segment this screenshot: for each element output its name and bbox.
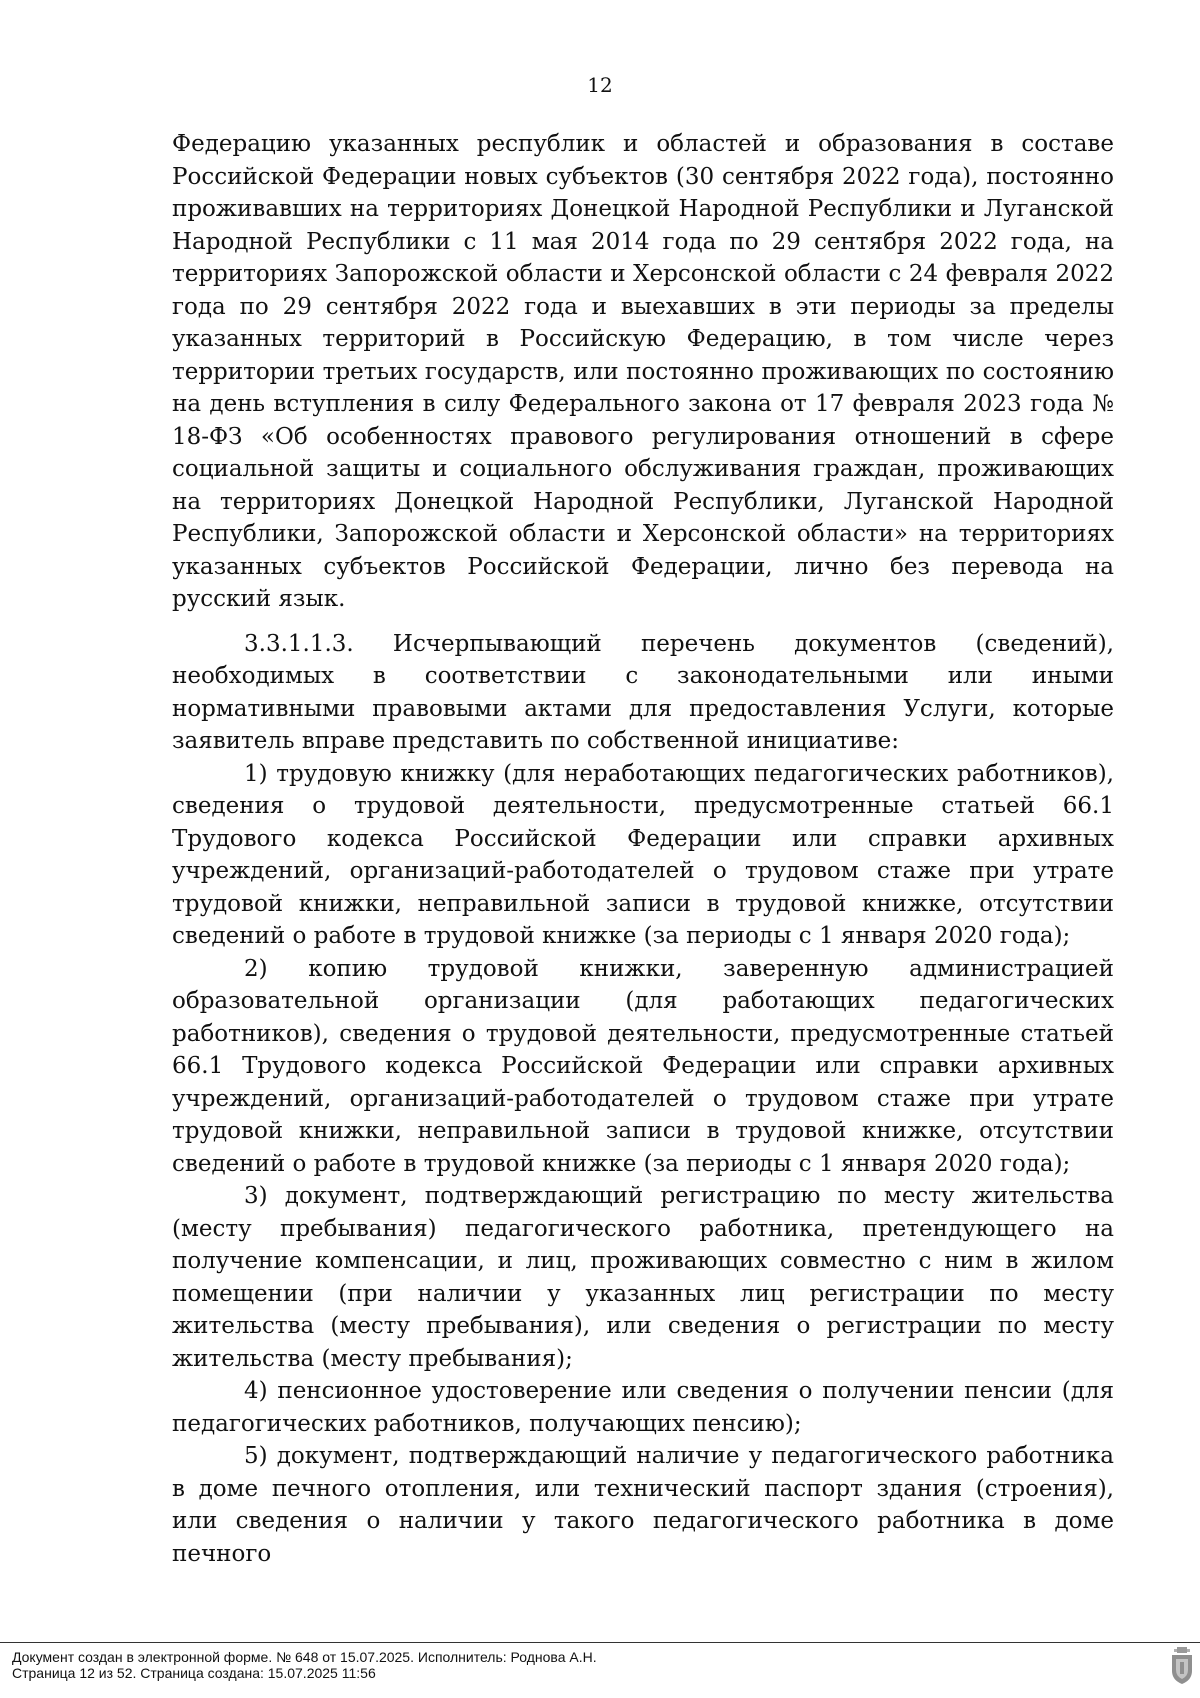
page-number: 12	[587, 73, 613, 97]
list-item-2: 2) копию трудовой книжки, заверенную администрацией образовательной организации (для работающих педагогических работников), сведения о трудовой деятельности, предусмотренные статьей 66.1 Трудового кодекса Российской Федерации или справки архивных учреждений, организаций-работодателей о трудовом стаже при утрате трудовой книжки, неправильной записи в трудовой книжке, отсутствии сведений о работе в трудовой книжке (за периоды с 1 января 2020 года);	[172, 955, 1114, 1177]
paragraph-section-3-3-1-1-3: 3.3.1.1.3. Исчерпывающий перечень документов (сведений), необходимых в соответствии с законодательными или иными нормативными правовыми актами для предоставления Услуги, которые заявитель вправе представить по собственной инициативе:	[172, 630, 1114, 754]
paragraph-continuation: Федерацию указанных республик и областей и образования в составе Российской Федерации новых субъектов (30 сентября 2022 года), постоянно проживавших на территориях Донецкой Народной Республики и Луганской Народной Республики с 11 мая 2014 года по 29 сентября 2022 года, на территориях Запорожской области и Херсонской области с 24 февраля 2022 года по 29 сентября 2022 года и выехавших в эти периоды за пределы указанных территорий в Российскую Федерацию, в том числе через территории третьих государств, или постоянно проживающих по состоянию на день вступления в силу Федерального закона от 17 февраля 2023 года № 18-ФЗ «Об особенностях правового регулирования отношений в сфере социальной защиты и социального обслуживания граждан, проживающих на территориях Донецкой Народной Республики, Луганской Народной Республики, Запорожской области и Херсонской области» на территориях указанных субъектов Российской Федерации, лично без перевода на русский язык.	[172, 131, 1114, 612]
document-body	[172, 128, 1114, 1570]
footer-info	[12, 1649, 597, 1681]
footer-line-page: Страница 12 из 52. Страница создана: 15.07.2025 11:56	[12, 1665, 376, 1681]
list-item-4: 4) пенсионное удостоверение или сведения о получении пенсии (для педагогических работников, получающих пенсию);	[172, 1378, 1114, 1437]
coat-of-arms-icon	[1170, 1647, 1194, 1685]
list-item-1: 1) трудовую книжку (для неработающих педагогических работников), сведения о трудовой деятельности, предусмотренные статьей 66.1 Трудового кодекса Российской Федерации или справки архивных учреждений, организаций-работодателей о трудовом стаже при утрате трудовой книжки, неправильной записи в трудовой книжке, отсутствии сведений о работе в трудовой книжке (за периоды с 1 января 2020 года);	[172, 760, 1114, 949]
document-footer	[0, 1642, 1200, 1681]
list-item-5: 5) документ, подтверждающий наличие у педагогического работника в доме печного отопления, или технический паспорт здания (строения), или сведения о наличии у такого педагогического работника в доме печного	[172, 1443, 1114, 1567]
footer-line-document: Документ создан в электронной форме. № 648 от 15.07.2025. Исполнитель: Роднова А.Н.	[12, 1649, 597, 1665]
list-item-3: 3) документ, подтверждающий регистрацию по месту жительства (месту пребывания) педагогического работника, претендующего на получение компенсации, и лиц, проживающих совместно с ним в жилом помещении (при наличии у указанных лиц регистрации по месту жительства (месту пребывания), или сведения о регистрации по месту жительства (месту пребывания);	[172, 1183, 1114, 1372]
